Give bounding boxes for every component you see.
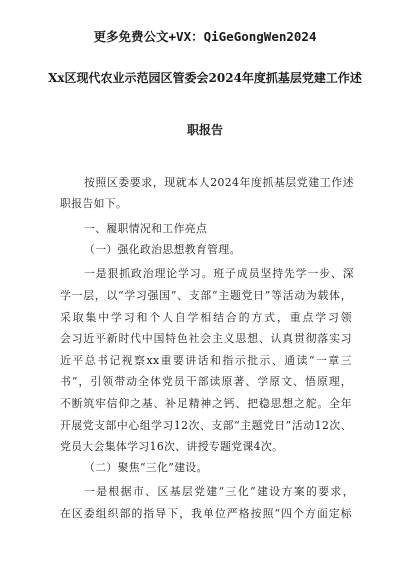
paragraph-line: 不断筑牢信仰之基、补足精神之钙、把稳思想之舵。全年 (60, 397, 352, 410)
paragraph-line: 近平总书记视察xx重要讲话和指示批示、通读“一章三 (60, 354, 352, 367)
document-title-line-1: Xx区现代农业示范园区管委会2024年度抓基层党建工作述 (48, 71, 362, 85)
paragraph-line: 采取集中学习和个人自学相结合的方式，重点学习领 (60, 311, 352, 324)
section-heading: 一、履职情况和工作亮点 (84, 222, 208, 235)
subsection-heading: （二）聚焦“三化”建设。 (84, 461, 208, 474)
paragraph-line: 党员大会集体学习16次、讲授专题党课4次。 (60, 440, 284, 453)
document-header: 更多免费公文+VX：QiGeGongWen2024 (93, 29, 317, 44)
paragraph-line: 会习近平新时代中国特色社会主义思想、认真贯彻落实习 (60, 332, 352, 345)
paragraph-line: 一是根据市、区基层党建“三化”建设方案的要求， (84, 485, 354, 498)
paragraph-line: 学一层，以“学习强国”、支部“主题党日”等活动为载体， (60, 289, 352, 302)
subsection-heading: （一）强化政治思想教育管理。 (84, 243, 241, 256)
paragraph-line: 在区委组织部的指导下，我单位严格按照“四个方面定标 (60, 507, 352, 520)
paragraph-line: 一是狠抓政治理论学习。班子成员坚持先学一步、深 (84, 267, 354, 280)
paragraph-line: 按照区委要求，现就本人2024年度抓基层党建工作述 (84, 176, 354, 189)
paragraph-line: 开展党支部中心组学习12次、支部“主题党日”活动12次、 (60, 419, 352, 432)
paragraph-line: 职报告如下。 (60, 197, 128, 210)
paragraph-line: 书”，引领带动全体党员干部读原著、学原文、悟原理， (60, 375, 352, 388)
document-title-line-2: 职报告 (186, 123, 223, 137)
